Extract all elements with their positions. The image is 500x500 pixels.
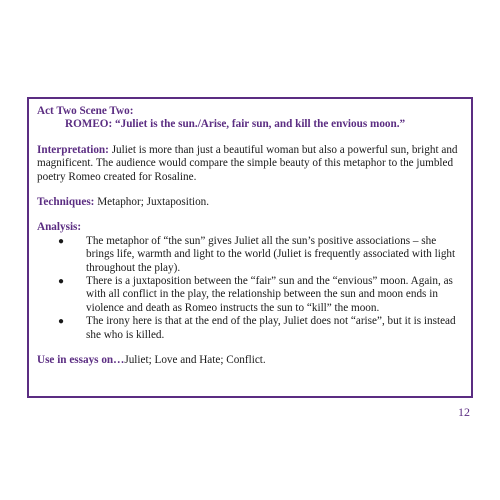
scene-heading: Act Two Scene Two: bbox=[37, 105, 134, 117]
interpretation-label: Interpretation: bbox=[37, 143, 109, 156]
analysis-item bbox=[37, 235, 463, 275]
bullet-icon: ● bbox=[58, 316, 65, 328]
revision-card bbox=[27, 97, 473, 398]
analysis-item-text: The metaphor of “the sun” gives Juliet all the sun’s positive associations – she brings life, warmth and light to the world (Juliet is frequently associated with light throughout the play). bbox=[86, 234, 456, 274]
key-quote: ROMEO: “Juliet is the sun./Arise, fair sun, and kill the envious moon.” bbox=[65, 118, 406, 131]
bullet-icon: ● bbox=[58, 235, 65, 247]
use-in-essays-text: Juliet; Love and Hate; Conflict. bbox=[124, 354, 266, 367]
techniques-label: Techniques: bbox=[37, 196, 95, 209]
analysis-item bbox=[37, 315, 463, 342]
use-in-essays-section bbox=[37, 354, 463, 367]
analysis-list bbox=[37, 235, 463, 342]
interpretation-text: Juliet is more than just a beautiful woman but also a powerful sun, bright and magnificent. The audience would compare the simple beauty of this metaphor to the jumbled poetry Romeo created for Rosaline. bbox=[37, 143, 458, 183]
page-number: 12 bbox=[458, 405, 470, 419]
interpretation-section bbox=[37, 144, 463, 184]
bullet-icon: ● bbox=[58, 276, 65, 288]
techniques-text: Metaphor; Juxtaposition. bbox=[94, 196, 210, 209]
analysis-item-text: The irony here is that at the end of the play, Juliet does not “arise”, but it is instead she who is killed. bbox=[86, 315, 456, 341]
analysis-item-text: There is a juxtaposition between the “fair” sun and the “envious” moon. Again, as with all conflict in the play, the relationship between the sun and moon ends in violence and death as Romeo instructs the sun to “kill” the moon. bbox=[86, 275, 453, 314]
use-in-essays-label: Use in essays on… bbox=[37, 354, 125, 367]
analysis-label: Analysis: bbox=[37, 221, 82, 234]
techniques-section bbox=[37, 196, 463, 209]
analysis-item bbox=[37, 275, 463, 315]
